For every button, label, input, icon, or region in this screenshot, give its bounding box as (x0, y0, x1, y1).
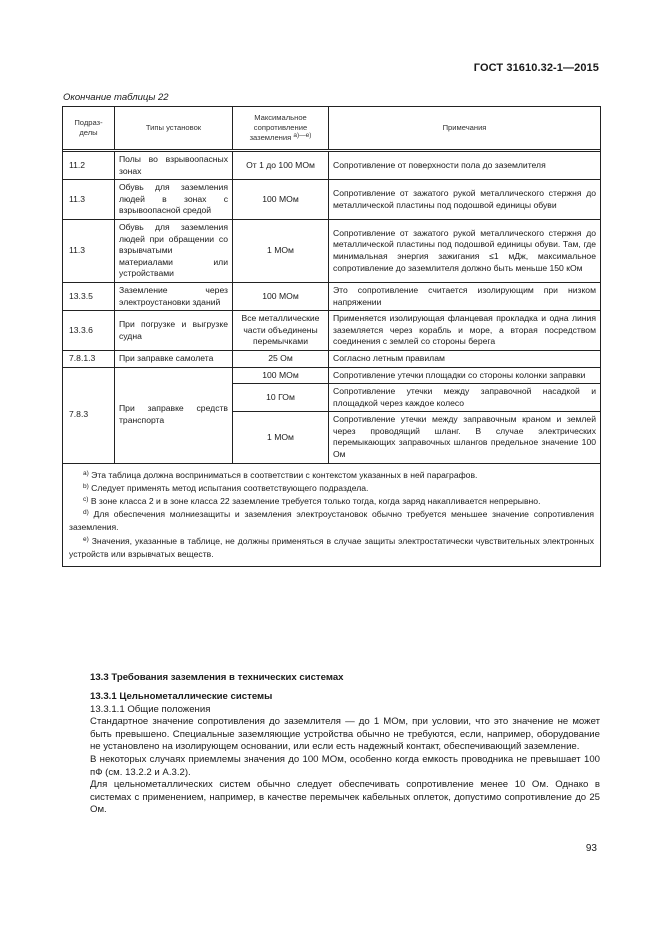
cell-type: Заземление через электроустановки зданий (115, 282, 233, 310)
cell-type: Обувь для заземления людей при обращении со взрывчатыми материалами или устройствами (115, 219, 233, 282)
footnote: $^{b)}$ Следует применять метод испытания соответствующего подраздела. (83, 482, 369, 493)
cell-note: Сопротивление от поверхности пола до заземлителя (329, 152, 601, 180)
cell-max: 100 МОм (233, 282, 329, 310)
cell-subsection: 13.3.6 (63, 311, 115, 351)
footnote: $^{d)}$ Для обеспечения молниезащиты и заземления электроустановок обычно требуется меньшее значение сопротивления заземления. (69, 509, 594, 533)
page-number: 93 (585, 843, 597, 854)
table-header-row (63, 107, 601, 150)
cell-note: Сопротивление от зажатого рукой металлического стержня до металлической пластины под подошвой единицы обуви (329, 180, 601, 220)
header-notes: Примечания (329, 107, 601, 150)
cell-note: Это сопротивление считается изолирующим при низком напряжении (329, 282, 601, 310)
cell-subsection: 11.3 (63, 180, 115, 220)
cell-note: Согласно летным правилам (329, 350, 601, 367)
paragraph: В некоторых случаях приемлемы значения до 100 МОм, особенно когда емкость проводника не превышает 100 пФ (см. 13.2.2 и А.3.2). (90, 753, 600, 778)
cell-type: Полы во взрывоопасных зонах (115, 152, 233, 180)
section-body (90, 691, 600, 817)
table-row (63, 180, 601, 220)
cell-note: Сопротивление утечки площадки со стороны колонки заправки (329, 367, 601, 384)
section-title: 13.3 Требования заземления в технических системах (90, 672, 344, 683)
cell-subsection: 11.3 (63, 219, 115, 282)
table-row (63, 311, 601, 351)
cell-max: От 1 до 100 МОм (233, 152, 329, 180)
grounding-table (62, 106, 601, 567)
cell-max: Все металлические части объединены перемычками (233, 311, 329, 351)
cell-note: Применяется изолирующая фланцевая прокладка и одна линия заземляется через корабль и море, а вторая посредством соединения с землей со стороны берега (329, 311, 601, 351)
cell-max: 100 МОм (233, 180, 329, 220)
footnotes-row (63, 463, 601, 566)
cell-max: 100 МОм (233, 367, 329, 384)
standard-number: ГОСТ 31610.32-1—2015 (473, 62, 599, 74)
table-row (63, 350, 601, 367)
cell-type: При погрузке и выгрузке судна (115, 311, 233, 351)
cell-max: 25 Ом (233, 350, 329, 367)
footnote: $^{a)}$ Эта таблица должна восприниматься в соответствии с контекстом указанных в ней параграфов. (83, 469, 478, 480)
header-type: Типы установок (115, 107, 233, 150)
table-row (63, 152, 601, 180)
table-row (63, 282, 601, 310)
cell-subsection: 7.8.1.3 (63, 350, 115, 367)
subsubsection-title: 13.3.1.1 Общие положения (90, 703, 211, 715)
table-caption: Окончание таблицы 22 (63, 92, 169, 103)
footnote: $^{e)}$ Значения, указанные в таблице, не должны применяться в случае защиты электростатически чувствительных электронных устройств или взрывчатых веществ. (69, 535, 595, 559)
header-max-resistance: Максимальное сопротивление заземления $^{a)—e)}$ (233, 107, 329, 150)
subsection-title: 13.3.1 Цельнометаллические системы (90, 691, 273, 702)
cell-subsection: 7.8.3 (63, 367, 115, 463)
cell-type: При заправке самолета (115, 350, 233, 367)
paragraph: Стандартное значение сопротивления до заземлителя — до 1 МОм, при условии, что это значение не может быть превышено. Специальные заземляющие устройства обычно не требуются, если, например, оборудование не установлено на изолирующем основании, или если есть надежный контакт, обеспечивающий заземление. (90, 716, 600, 753)
cell-subsection: 11.2 (63, 152, 115, 180)
table-row (63, 367, 601, 384)
table-row (63, 219, 601, 282)
cell-max: 1 МОм (233, 412, 329, 463)
cell-note: Сопротивление от зажатого рукой металлического стержня до металлической пластины под подошвой единицы обуви. Там, где минимальная энергия зажигания ≤1 мДж, максимальное сопротивление до заземлителя должно быть меньше 150 кОм (329, 219, 601, 282)
footnotes (63, 463, 601, 566)
cell-type: Обувь для заземления людей в зонах с взрывоопасной средой (115, 180, 233, 220)
cell-max: 1 МОм (233, 219, 329, 282)
cell-note: Сопротивление утечки между заправочным краном и землей через проводящий шланг. В случае электрических перемыкающих заправочных шлангов предельное значение 100 Ом (329, 412, 601, 463)
paragraph: Для цельнометаллических систем обычно следует обеспечивать сопротивление менее 10 Ом. Однако в системах с применением, например, в качестве перемычек кабельных оплеток, допустимо сопротивление до 25 Ом. (90, 779, 600, 816)
cell-max: 10 ГОм (233, 384, 329, 412)
header-subsection: Подраз- делы (63, 107, 115, 150)
cell-type: При заправке средств транспорта (115, 367, 233, 463)
cell-subsection: 13.3.5 (63, 282, 115, 310)
footnote: $^{c)}$ В зоне класса 2 и в зоне класса 22 заземление требуется только тогда, когда заряд накапливается непрерывно. (83, 496, 541, 507)
header-sup: a)—e) (293, 132, 312, 139)
cell-note: Сопротивление утечки между заправочной насадкой и площадкой через каждое колесо (329, 384, 601, 412)
